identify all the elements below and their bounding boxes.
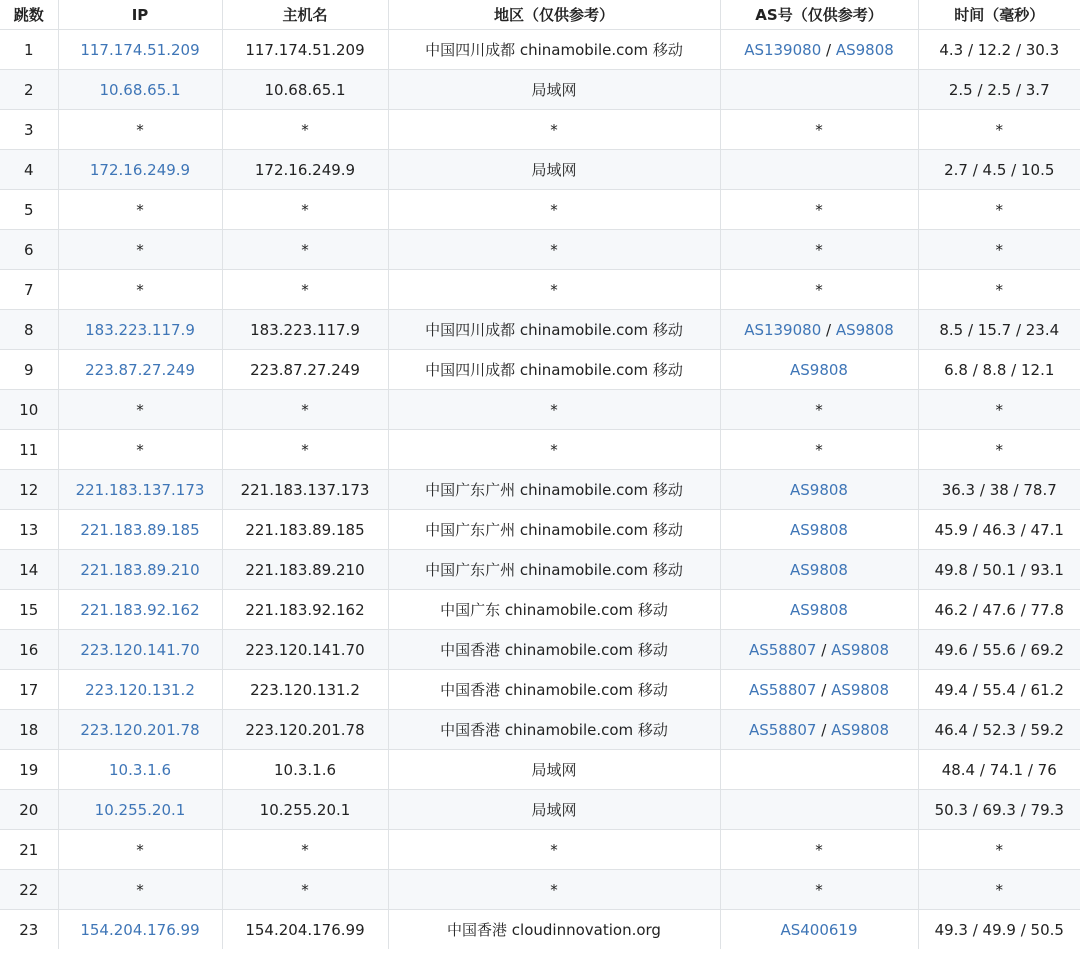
table-row xyxy=(0,870,1080,910)
cell-as xyxy=(720,910,918,950)
cell-hop: 5 xyxy=(0,190,58,230)
cell-time: 49.6 / 55.6 / 69.2 xyxy=(918,630,1080,670)
ip-link[interactable]: 183.223.117.9 xyxy=(85,320,195,339)
table-body xyxy=(0,30,1080,950)
as-link[interactable]: AS9808 xyxy=(835,40,894,59)
table-row xyxy=(0,790,1080,830)
cell-region: 中国香港 chinamobile.com 移动 xyxy=(388,630,720,670)
cell-hostname: 10.68.65.1 xyxy=(222,70,388,110)
cell-region: 中国广东广州 chinamobile.com 移动 xyxy=(388,470,720,510)
cell-ip: * xyxy=(58,190,222,230)
cell-time: 49.3 / 49.9 / 50.5 xyxy=(918,910,1080,950)
cell-as xyxy=(720,510,918,550)
cell-ip xyxy=(58,510,222,550)
table-row xyxy=(0,310,1080,350)
cell-region: * xyxy=(388,190,720,230)
cell-time: * xyxy=(918,270,1080,310)
cell-hostname: 223.120.141.70 xyxy=(222,630,388,670)
cell-ip xyxy=(58,310,222,350)
cell-as: * xyxy=(720,870,918,910)
cell-hostname: * xyxy=(222,430,388,470)
cell-time: * xyxy=(918,390,1080,430)
cell-hop: 14 xyxy=(0,550,58,590)
cell-region: * xyxy=(388,230,720,270)
table-row xyxy=(0,30,1080,70)
cell-region: * xyxy=(388,870,720,910)
cell-hostname: 10.255.20.1 xyxy=(222,790,388,830)
ip-link[interactable]: 221.183.89.210 xyxy=(80,560,200,579)
cell-hop: 1 xyxy=(0,30,58,70)
cell-hostname: 223.120.131.2 xyxy=(222,670,388,710)
cell-time: 6.8 / 8.8 / 12.1 xyxy=(918,350,1080,390)
cell-as xyxy=(720,590,918,630)
cell-hop: 20 xyxy=(0,790,58,830)
cell-region: 中国四川成都 chinamobile.com 移动 xyxy=(388,350,720,390)
cell-as xyxy=(720,670,918,710)
cell-time: 4.3 / 12.2 / 30.3 xyxy=(918,30,1080,70)
cell-hostname: * xyxy=(222,110,388,150)
cell-region: * xyxy=(388,270,720,310)
ip-link[interactable]: 10.68.65.1 xyxy=(99,80,181,99)
cell-ip xyxy=(58,350,222,390)
cell-hostname: 221.183.89.210 xyxy=(222,550,388,590)
cell-ip xyxy=(58,750,222,790)
cell-hostname: 223.120.201.78 xyxy=(222,710,388,750)
cell-as xyxy=(720,790,918,830)
table-row xyxy=(0,910,1080,950)
cell-hostname: 221.183.137.173 xyxy=(222,470,388,510)
cell-hop: 21 xyxy=(0,830,58,870)
cell-as: * xyxy=(720,270,918,310)
ip-link[interactable]: 10.3.1.6 xyxy=(108,760,172,779)
as-link[interactable]: AS58807 xyxy=(748,720,817,739)
cell-hop: 18 xyxy=(0,710,58,750)
cell-ip xyxy=(58,670,222,710)
cell-ip: * xyxy=(58,390,222,430)
cell-time: * xyxy=(918,870,1080,910)
header-ip: IP xyxy=(58,0,222,30)
cell-hop: 3 xyxy=(0,110,58,150)
cell-hop: 19 xyxy=(0,750,58,790)
cell-hop: 17 xyxy=(0,670,58,710)
table-row xyxy=(0,270,1080,310)
cell-as: * xyxy=(720,190,918,230)
as-link[interactable]: AS9808 xyxy=(790,360,848,379)
header-hostname: 主机名 xyxy=(222,0,388,30)
cell-region: * xyxy=(388,830,720,870)
cell-hop: 4 xyxy=(0,150,58,190)
as-separator: / xyxy=(821,320,836,339)
cell-ip: * xyxy=(58,830,222,870)
cell-hop: 7 xyxy=(0,270,58,310)
cell-hostname: * xyxy=(222,230,388,270)
ip-link[interactable]: 117.174.51.209 xyxy=(80,40,200,59)
table-row xyxy=(0,70,1080,110)
cell-ip xyxy=(58,910,222,950)
cell-as: * xyxy=(720,110,918,150)
cell-region: 中国广东广州 chinamobile.com 移动 xyxy=(388,550,720,590)
as-link[interactable]: AS58807 xyxy=(748,640,817,659)
table-row xyxy=(0,750,1080,790)
header-hop: 跳数 xyxy=(0,0,58,30)
cell-hostname: 183.223.117.9 xyxy=(222,310,388,350)
ip-link[interactable]: 223.120.141.70 xyxy=(80,640,200,659)
cell-hop: 8 xyxy=(0,310,58,350)
as-separator: / xyxy=(816,680,832,699)
cell-hop: 6 xyxy=(0,230,58,270)
as-link[interactable]: AS58807 xyxy=(748,680,817,699)
cell-time: * xyxy=(918,430,1080,470)
as-link[interactable]: AS9808 xyxy=(831,640,890,659)
cell-time: 49.4 / 55.4 / 61.2 xyxy=(918,670,1080,710)
cell-hop: 2 xyxy=(0,70,58,110)
table-row xyxy=(0,710,1080,750)
cell-ip: * xyxy=(58,430,222,470)
cell-time: * xyxy=(918,190,1080,230)
as-link[interactable]: AS9808 xyxy=(831,720,890,739)
cell-as: * xyxy=(720,230,918,270)
cell-as xyxy=(720,710,918,750)
cell-ip xyxy=(58,590,222,630)
header-region: 地区（仅供参考） xyxy=(388,0,720,30)
cell-hostname: * xyxy=(222,190,388,230)
cell-time: * xyxy=(918,830,1080,870)
cell-region: 中国广东广州 chinamobile.com 移动 xyxy=(388,510,720,550)
cell-time: 45.9 / 46.3 / 47.1 xyxy=(918,510,1080,550)
cell-region: 中国香港 chinamobile.com 移动 xyxy=(388,710,720,750)
as-link[interactable]: AS9808 xyxy=(790,600,848,619)
cell-ip: * xyxy=(58,230,222,270)
cell-hop: 13 xyxy=(0,510,58,550)
cell-time: 46.2 / 47.6 / 77.8 xyxy=(918,590,1080,630)
as-separator: / xyxy=(816,640,832,659)
cell-ip xyxy=(58,30,222,70)
cell-time: 48.4 / 74.1 / 76 xyxy=(918,750,1080,790)
cell-time: 2.5 / 2.5 / 3.7 xyxy=(918,70,1080,110)
cell-time: 50.3 / 69.3 / 79.3 xyxy=(918,790,1080,830)
cell-hostname: * xyxy=(222,390,388,430)
table-row xyxy=(0,150,1080,190)
as-link[interactable]: AS139080 xyxy=(744,320,822,339)
ip-link[interactable]: 223.87.27.249 xyxy=(85,360,195,379)
cell-hostname: * xyxy=(222,830,388,870)
cell-ip xyxy=(58,710,222,750)
as-link[interactable]: AS9808 xyxy=(831,680,890,699)
cell-time: * xyxy=(918,230,1080,270)
cell-as: * xyxy=(720,430,918,470)
cell-region: * xyxy=(388,430,720,470)
cell-as xyxy=(720,470,918,510)
cell-time: 8.5 / 15.7 / 23.4 xyxy=(918,310,1080,350)
cell-as: * xyxy=(720,830,918,870)
cell-region: 中国四川成都 chinamobile.com 移动 xyxy=(388,30,720,70)
as-separator: / xyxy=(816,720,832,739)
ip-link[interactable]: 221.183.89.185 xyxy=(80,520,200,539)
cell-hop: 11 xyxy=(0,430,58,470)
cell-ip xyxy=(58,150,222,190)
table-row xyxy=(0,550,1080,590)
cell-ip: * xyxy=(58,870,222,910)
cell-hostname: 221.183.92.162 xyxy=(222,590,388,630)
cell-ip: * xyxy=(58,110,222,150)
cell-hop: 10 xyxy=(0,390,58,430)
ip-link[interactable]: 10.255.20.1 xyxy=(94,800,186,819)
cell-hostname: 221.183.89.185 xyxy=(222,510,388,550)
ip-link[interactable]: 154.204.176.99 xyxy=(80,920,200,939)
cell-as xyxy=(720,350,918,390)
header-time: 时间（毫秒） xyxy=(918,0,1080,30)
cell-hostname: 10.3.1.6 xyxy=(222,750,388,790)
table-header xyxy=(0,0,1080,30)
cell-as xyxy=(720,30,918,70)
table-row xyxy=(0,430,1080,470)
ip-link[interactable]: 223.120.131.2 xyxy=(85,680,195,699)
cell-ip xyxy=(58,630,222,670)
cell-hop: 12 xyxy=(0,470,58,510)
cell-as xyxy=(720,150,918,190)
table-row xyxy=(0,470,1080,510)
as-link[interactable]: AS9808 xyxy=(790,480,848,499)
cell-time: 49.8 / 50.1 / 93.1 xyxy=(918,550,1080,590)
cell-ip xyxy=(58,550,222,590)
cell-region: 中国香港 cloudinnovation.org xyxy=(388,910,720,950)
cell-region: 中国四川成都 chinamobile.com 移动 xyxy=(388,310,720,350)
cell-time: * xyxy=(918,110,1080,150)
ip-link[interactable]: 172.16.249.9 xyxy=(89,160,191,179)
ip-link[interactable]: 221.183.137.173 xyxy=(75,480,205,499)
cell-time: 36.3 / 38 / 78.7 xyxy=(918,470,1080,510)
cell-hop: 15 xyxy=(0,590,58,630)
cell-hostname: 117.174.51.209 xyxy=(222,30,388,70)
cell-time: 2.7 / 4.5 / 10.5 xyxy=(918,150,1080,190)
table-row xyxy=(0,350,1080,390)
table-row xyxy=(0,190,1080,230)
table-row xyxy=(0,230,1080,270)
cell-hop: 9 xyxy=(0,350,58,390)
as-link[interactable]: AS9808 xyxy=(835,320,894,339)
cell-region: 局域网 xyxy=(388,150,720,190)
table-row xyxy=(0,670,1080,710)
cell-ip xyxy=(58,790,222,830)
as-link[interactable]: AS9808 xyxy=(790,520,848,539)
as-link[interactable]: AS400619 xyxy=(780,920,858,939)
table-row xyxy=(0,510,1080,550)
cell-hostname: * xyxy=(222,870,388,910)
table-row xyxy=(0,630,1080,670)
cell-as xyxy=(720,750,918,790)
ip-link[interactable]: 221.183.92.162 xyxy=(80,600,200,619)
cell-region: 中国广东 chinamobile.com 移动 xyxy=(388,590,720,630)
as-separator: / xyxy=(821,40,836,59)
cell-region: 局域网 xyxy=(388,750,720,790)
cell-hostname: * xyxy=(222,270,388,310)
table-row xyxy=(0,590,1080,630)
cell-hostname: 172.16.249.9 xyxy=(222,150,388,190)
cell-as xyxy=(720,70,918,110)
cell-as xyxy=(720,310,918,350)
cell-region: * xyxy=(388,390,720,430)
ip-link[interactable]: 223.120.201.78 xyxy=(80,720,200,739)
as-link[interactable]: AS9808 xyxy=(790,560,848,579)
cell-time: 46.4 / 52.3 / 59.2 xyxy=(918,710,1080,750)
cell-as: * xyxy=(720,390,918,430)
header-row xyxy=(0,0,1080,30)
cell-hop: 16 xyxy=(0,630,58,670)
cell-hostname: 223.87.27.249 xyxy=(222,350,388,390)
cell-region: 局域网 xyxy=(388,70,720,110)
cell-ip xyxy=(58,470,222,510)
cell-hop: 23 xyxy=(0,910,58,950)
cell-ip: * xyxy=(58,270,222,310)
table-row xyxy=(0,830,1080,870)
cell-as xyxy=(720,630,918,670)
cell-ip xyxy=(58,70,222,110)
cell-region: 中国香港 chinamobile.com 移动 xyxy=(388,670,720,710)
table-row xyxy=(0,110,1080,150)
cell-hostname: 154.204.176.99 xyxy=(222,910,388,950)
header-as: AS号（仅供参考） xyxy=(720,0,918,30)
cell-as xyxy=(720,550,918,590)
table-row xyxy=(0,390,1080,430)
cell-hop: 22 xyxy=(0,870,58,910)
as-link[interactable]: AS139080 xyxy=(744,40,822,59)
cell-region: * xyxy=(388,110,720,150)
cell-region: 局域网 xyxy=(388,790,720,830)
